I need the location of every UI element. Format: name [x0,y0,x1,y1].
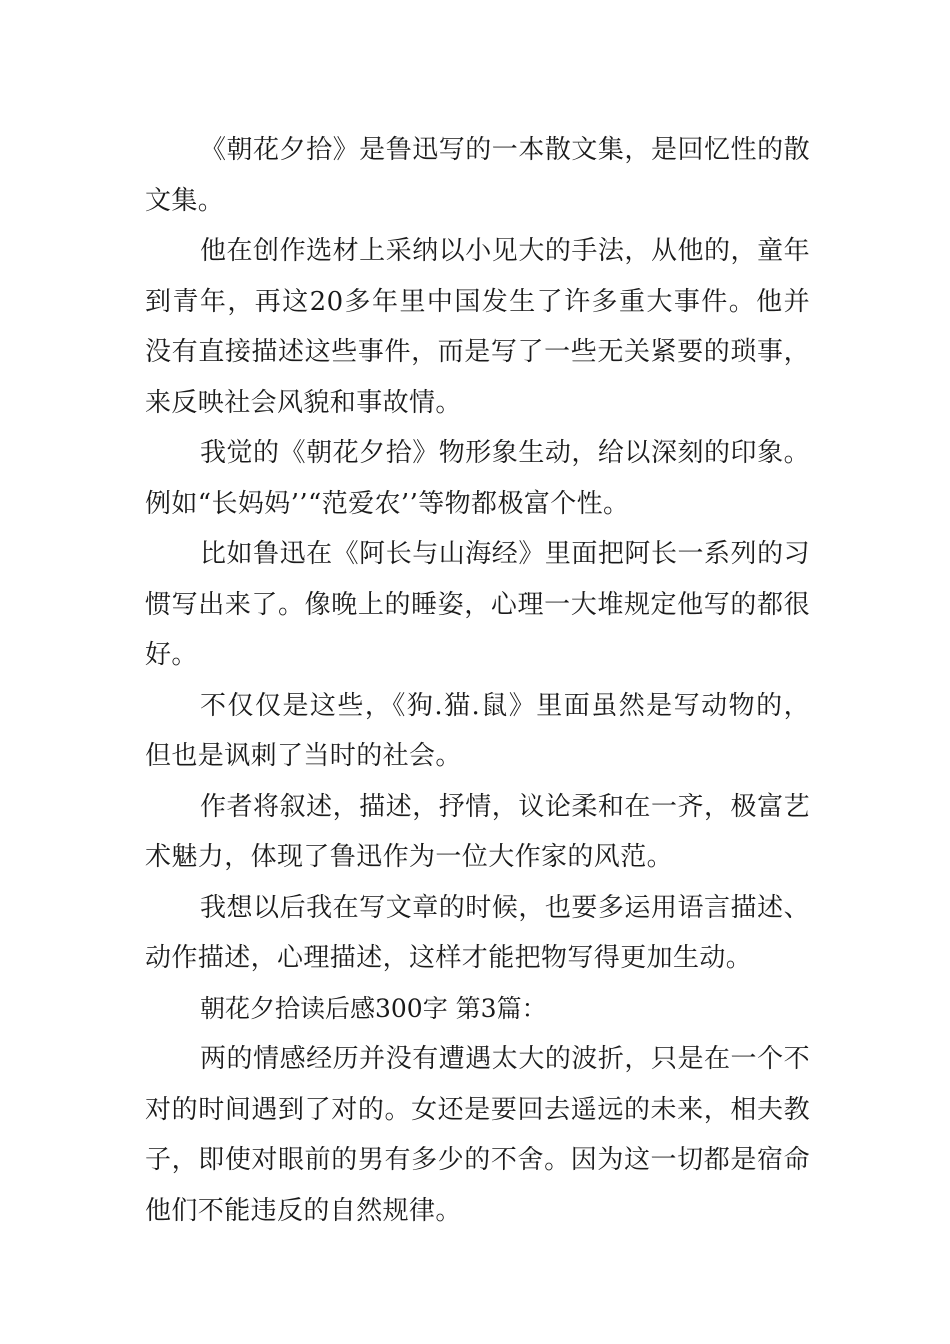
paragraph: 作者将叙述，描述，抒情，议论柔和在一齐，极富艺术魅力，体现了鲁迅作为一位大作家的风范。 [145,791,810,872]
section-heading: 朝花夕拾读后感300字 第3篇： [200,993,547,1023]
paragraph: 不仅仅是这些，《狗.猫.鼠》里面虽然是写动物的，但也是讽刺了当时的社会。 [145,690,810,771]
document-body [145,125,810,1236]
paragraph: 比如鲁迅在《阿长与山海经》里面把阿长一系列的习惯写出来了。像晚上的睡姿，心理一大堆规定他写的都很好。 [145,539,810,670]
paragraph: 我觉的《朝花夕拾》物形象生动，给以深刻的印象。例如“长妈妈’’“范爱农’’等物都极富个性。 [145,438,810,519]
paragraph: 我想以后我在写文章的时候，也要多运用语言描述、动作描述，心理描述，这样才能把物写得更加生动。 [145,892,810,973]
paragraph: 两的情感经历并没有遭遇太大的波折，只是在一个不对的时间遇到了对的。女还是要回去遥远的未来，相夫教子，即使对眼前的男有多少的不舍。因为这一切都是宿命他们不能违反的自然规律。 [145,1044,810,1226]
paragraph: 他在创作选材上采纳以小见大的手法，从他的，童年到青年，再这20多年里中国发生了许多重大事件。他并没有直接描述这些事件，而是写了一些无关紧要的琐事，来反映社会风貌和事故情。 [145,236,810,418]
paragraph: 《朝花夕拾》是鲁迅写的一本散文集，是回忆性的散文集。 [145,135,810,216]
